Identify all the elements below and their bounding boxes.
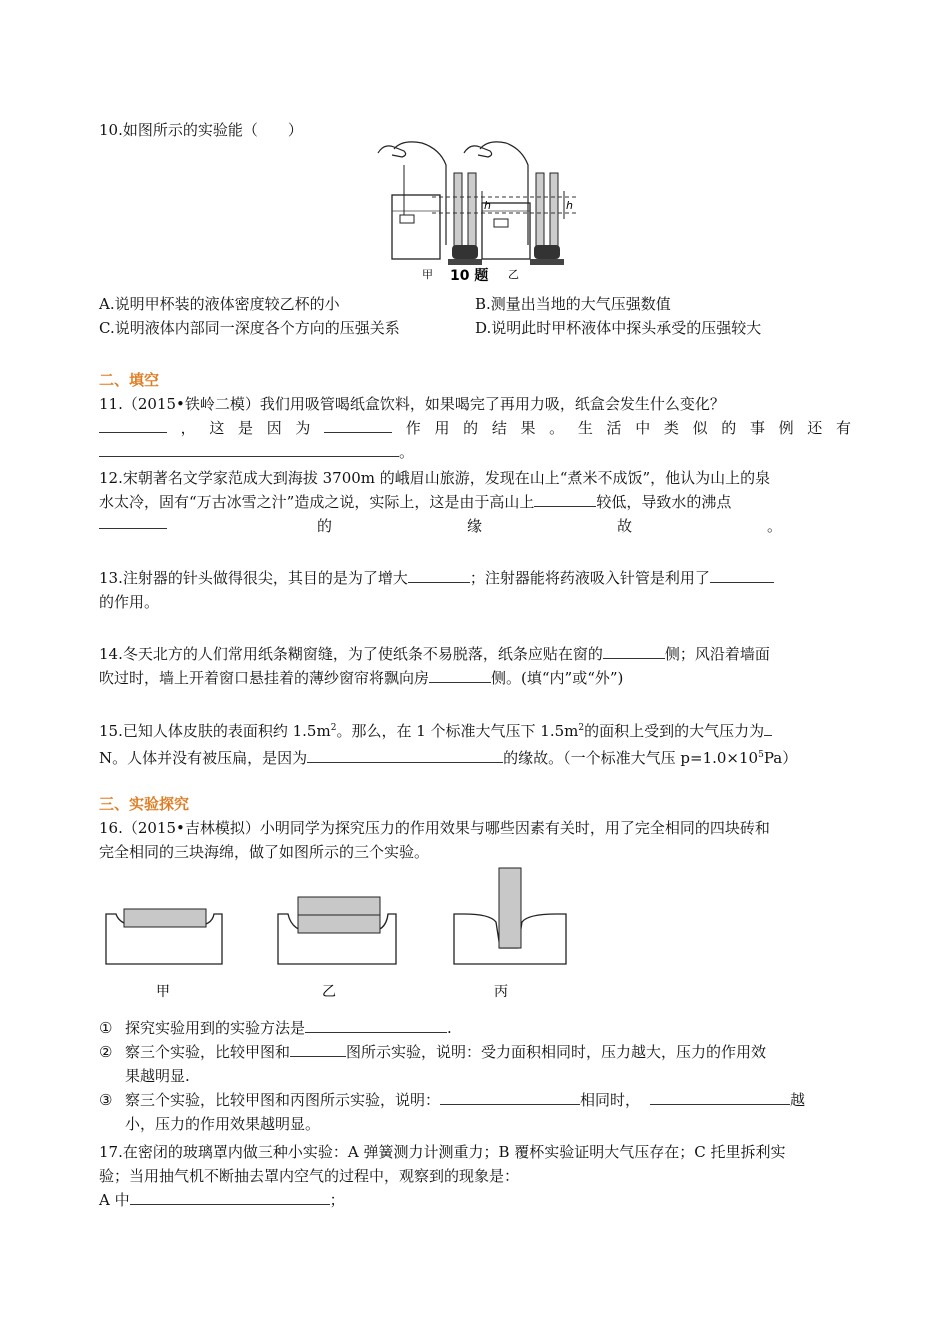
q16-item-3-cont: 小，压力的作用效果越明显。 <box>125 1115 321 1133</box>
q15-line2: N。人体并没有被压扁，是因为 的缘故。（一个标准大气压 $p=1.0\times 10^5Pa$） <box>99 749 798 767</box>
q16 <box>99 816 851 864</box>
q14 <box>99 642 851 690</box>
q11-line3: 。 <box>99 440 851 464</box>
q13-line1: 13.注射器的针头做得很尖，其目的是为了增大 ；注射器能将药液吸入针管是利用了 <box>99 566 851 590</box>
q17 <box>99 1140 851 1212</box>
q11-line2: ，这是因为 作用的结果。生活中类似的事例还有 <box>99 416 851 440</box>
q15 <box>99 716 851 770</box>
h-label-left: h <box>484 199 491 212</box>
q10-stem: 10.如图所示的实验能（ ） <box>99 121 303 139</box>
q16-fig-label-jia: 甲 <box>156 984 170 1000</box>
q10-option-c: C.说明液体内部同一深度各个方向的压强关系 <box>99 319 400 337</box>
q10-option-a: A.说明甲杯装的液体密度较乙杯的小 <box>99 295 340 313</box>
q10-figure <box>372 135 582 285</box>
q13-line2: 的作用。 <box>99 593 160 611</box>
q14-line2: 吹过时，墙上开着窗口悬挂着的薄纱窗帘将飘向房 侧。(填“内”或“外”) <box>99 669 624 687</box>
q12-line3: 的 缘 故 。 <box>99 514 851 538</box>
q16-fig-label-yi: 乙 <box>322 984 336 1000</box>
section-3-heading: 三、实验探究 <box>99 795 190 813</box>
q17-line1: 17.在密闭的玻璃罩内做三种小实验：A 弹簧测力计测重力；B 覆杯实验证明大气压存在；C 托里拆利实 <box>99 1143 786 1161</box>
q11 <box>99 392 851 464</box>
q16-fig-label-bing: 丙 <box>494 984 508 1000</box>
q10-label-left: 甲 <box>422 268 433 281</box>
q17-line2: 验；当用抽气机不断抽去罩内空气的过程中，观察到的现象是： <box>99 1167 520 1185</box>
q12 <box>99 466 851 538</box>
q13 <box>99 566 851 614</box>
q10-label-right: 乙 <box>508 268 519 281</box>
q16-item-2-cont: 果越明显. <box>125 1067 190 1085</box>
q12-line1: 12.宋朝著名文学家范成大到海拔 3700m 的峨眉山旅游，发现在山上“煮米不成饭”，他认为山上的泉 <box>99 469 771 487</box>
q10-option-b: B.测量出当地的大气压强数值 <box>475 295 671 313</box>
q11-line1: 11.（2015•铁岭二模）我们用吸管喝纸盒饮料，如果喝完了再用力吸，纸盒会发生什么变化？ <box>99 395 725 413</box>
h-label-right: h <box>566 199 573 212</box>
q16-line1: 16.（2015•吉林模拟）小明同学为探究压力的作用效果与哪些因素有关时，用了完全相同的四块砖和 <box>99 819 770 837</box>
q16-figure <box>100 862 580 1002</box>
q10-caption: 10 题 <box>450 268 489 284</box>
q15-line1: 15.已知人体皮肤的表面积约 $1.5m^2$。那么，在 1 个标准大气压下 $1.5m^2$的面积上受到的大气压力为 <box>99 716 851 743</box>
q10-option-d: D.说明此时甲杯液体中探头承受的压强较大 <box>475 319 762 337</box>
q17-line3: A 中 ； <box>99 1191 345 1209</box>
q16-line2: 完全相同的三块海绵，做了如图所示的三个实验。 <box>99 843 430 861</box>
q14-line1: 14.冬天北方的人们常用纸条糊窗缝，为了使纸条不易脱落，纸条应贴在窗的 侧；风沿着墙面 <box>99 645 770 663</box>
q16-item-3: ③ 察三个实验，比较甲图和丙图所示实验，说明： 相同时， 越 <box>99 1091 806 1109</box>
q16-item-2: ② 察三个实验，比较甲图和 图所示实验，说明：受力面积相同时，压力越大，压力的作用效 <box>99 1043 767 1061</box>
q16-item-1: ① 探究实验用到的实验方法是 . <box>99 1019 452 1037</box>
q12-line2: 水太冷，固有“万古冰雪之汁”造成之说，实际上，这是由于高山上 较低，导致水的沸点 <box>99 493 732 511</box>
section-2-heading: 二、填空 <box>99 371 160 389</box>
q16-items <box>99 1016 851 1136</box>
